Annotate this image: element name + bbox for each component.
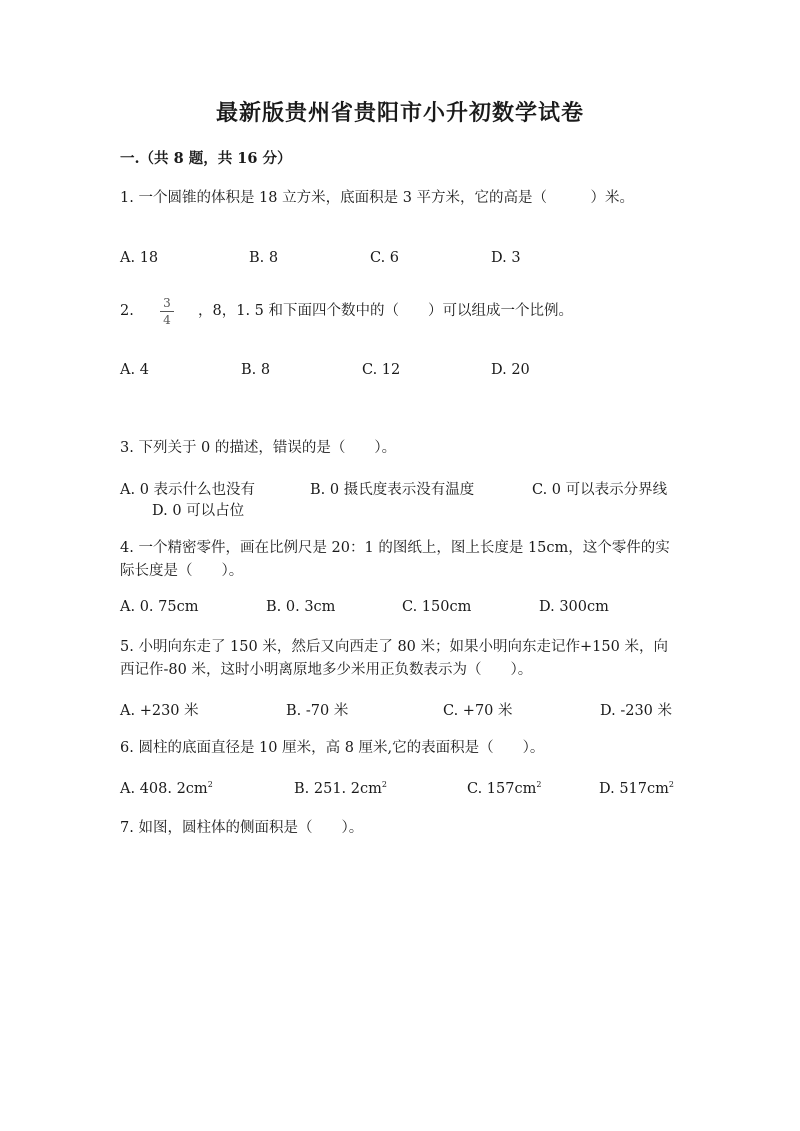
question-1-option-a: A. 18 [120,250,159,266]
fraction-numerator: 3 [163,296,171,310]
question-2-option-c: C. 12 [362,362,401,378]
unit-exponent: 2 [668,780,674,789]
question-2-stem: ，8，1. 5 和下面四个数中的（ ）可以组成一个比例。 [198,303,574,319]
question-4-option-b: B. 0. 3cm [266,599,336,615]
question-6-option-d [599,780,674,797]
question-4-option-c: C. 150cm [402,599,472,615]
question-2-option-a: A. 4 [120,362,149,378]
question-5-option-a: A. +230 米 [120,703,199,719]
option-text: D. 517cm [599,781,669,797]
question-4-option-a: A. 0. 75cm [120,599,199,615]
question-1-stem: 1. 一个圆锥的体积是 18 立方米，底面积是 3 平方米，它的高是（ ）米。 [120,190,635,206]
question-3-option-a: A. 0 表示什么也没有 [120,482,256,498]
question-2-fraction [160,296,174,327]
question-5-option-b: B. -70 米 [286,703,349,719]
question-3-option-b: B. 0 摄氏度表示没有温度 [310,482,475,498]
section-heading: 一.（共 8 题，共 16 分） [120,150,292,167]
unit-exponent: 2 [536,780,542,789]
question-4-stem: 4. 一个精密零件，画在比例尺是 20：1 的图纸上，图上长度是 15cm，这个零件的实际长度是（ ）。 [120,540,670,579]
question-3-option-c: C. 0 可以表示分界线 [532,482,668,498]
fraction-bar [160,311,174,312]
question-4-option-d: D. 300cm [539,599,609,615]
unit-exponent: 2 [381,780,387,789]
question-3-stem: 3. 下列关于 0 的描述，错误的是（ ）。 [120,440,397,456]
question-1-option-d: D. 3 [491,250,521,266]
question-2-option-b: B. 8 [241,362,271,378]
fraction-denominator: 4 [163,313,171,327]
question-5-option-d: D. -230 米 [600,703,673,719]
option-text: A. 408. 2cm [120,781,208,797]
question-5-stem: 5. 小明向东走了 150 米，然后又向西走了 80 米；如果小明向东走记作+150 米，向西记作-80 米，这时小明离原地多少米用正负数表示为（ ）。 [120,639,668,678]
question-6-stem: 6. 圆柱的底面直径是 10 厘米，高 8 厘米,它的表面积是（ ）。 [120,740,545,756]
option-text: C. 157cm [467,781,537,797]
question-3-option-d: D. 0 可以占位 [152,503,245,519]
question-5-option-c: C. +70 米 [443,703,513,719]
question-1-option-c: C. 6 [370,250,400,266]
question-2-option-d: D. 20 [491,362,530,378]
question-6-option-a [120,780,213,797]
question-7-stem: 7. 如图，圆柱体的侧面积是（ ）。 [120,820,364,836]
question-2-number: 2. [120,303,134,319]
question-6-option-c [467,780,541,797]
option-text: B. 251. 2cm [294,781,382,797]
exam-title: 最新版贵州省贵阳市小升初数学试卷 [215,100,584,126]
question-6-option-b [294,780,387,797]
question-1-option-b: B. 8 [249,250,279,266]
unit-exponent: 2 [207,780,213,789]
